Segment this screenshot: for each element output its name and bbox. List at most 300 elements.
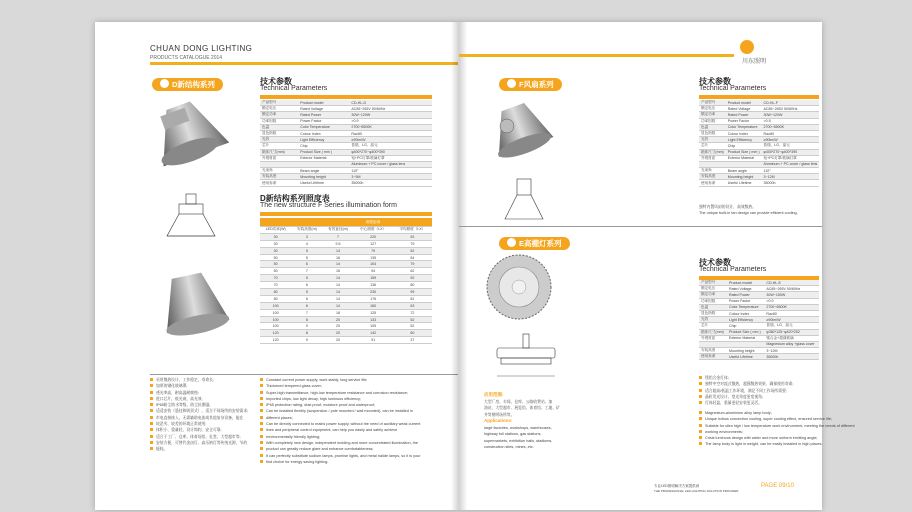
table-cell: Colour Index bbox=[726, 130, 762, 136]
tech-params-heading-e: 技术参数 bbox=[699, 258, 731, 267]
table-cell: 30W~150W bbox=[764, 292, 819, 298]
table-cell: Exterior Material bbox=[298, 155, 349, 161]
tech-params-heading: 技术参数 bbox=[260, 77, 292, 86]
table-cell: 功率因数 bbox=[699, 118, 726, 124]
table-cell: 20 bbox=[322, 323, 353, 330]
list-item-text: Constant current power supply, work stably, long service life; bbox=[266, 378, 368, 382]
list-item-text: 采用散热设计，工作稳定，寿命长; bbox=[156, 378, 215, 382]
list-item-text: Magnesium-aluminium alloy lamp body; bbox=[705, 411, 772, 415]
table-cell: 2700~6500K bbox=[762, 124, 820, 130]
bullet-icon bbox=[699, 424, 702, 427]
list-item bbox=[699, 388, 793, 394]
bullet-icon bbox=[260, 409, 263, 412]
fan-lamp-drawing bbox=[499, 177, 549, 227]
section-label: E高棚灯系列 bbox=[519, 239, 562, 248]
table-cell: Rated Voltage bbox=[298, 106, 349, 112]
table-cell: 4 bbox=[291, 240, 322, 247]
table-row bbox=[260, 268, 432, 275]
logo-text: 川东照明 bbox=[742, 59, 767, 65]
table-cell: Power Factor bbox=[726, 118, 762, 124]
divider bbox=[459, 226, 822, 227]
list-item-text: 安装方便，可替代金卤灯、高压钠灯等传统光源，节约 bbox=[156, 440, 248, 445]
features-cn-list bbox=[150, 377, 248, 453]
table-row bbox=[260, 282, 432, 289]
table-cell: Colour Index bbox=[727, 310, 764, 316]
table-cell: φ400*270~φ400*390 bbox=[762, 149, 820, 155]
bullet-icon bbox=[150, 391, 153, 394]
table-row bbox=[260, 261, 432, 268]
header-cell: LED功率(W) bbox=[260, 227, 291, 234]
table-cell: 使用寿命 bbox=[699, 180, 726, 186]
table-cell: Chip bbox=[727, 323, 764, 329]
table-row bbox=[699, 180, 819, 186]
list-item-text: 能耗。 bbox=[156, 447, 168, 452]
table-cell: 2700~6500K bbox=[349, 124, 432, 130]
header-cell: 平均照度（LX） bbox=[393, 227, 432, 234]
list-item-text: highway toll stations, gas stations, bbox=[484, 432, 542, 437]
table-cell: 芯片 bbox=[260, 143, 298, 149]
applications-cn bbox=[484, 399, 560, 418]
table-cell: ≥90lm/W bbox=[762, 137, 820, 143]
table-cell: 额定功率 bbox=[260, 112, 298, 118]
table-cell: 箱体尺寸(mm) bbox=[701, 149, 724, 154]
table-row bbox=[260, 323, 432, 330]
table-cell: 127 bbox=[354, 240, 393, 247]
high-bay-lamp-image bbox=[145, 97, 225, 177]
table-cell: 6 bbox=[291, 295, 322, 302]
list-item-text: Can be installed flexibly (suspension / pole mounted / wall mounted), can be installed in bbox=[266, 409, 413, 414]
ufo-lamp-image bbox=[484, 252, 554, 322]
illumination-subheading: The new structure F Series illumination form bbox=[260, 202, 397, 209]
list-item-text: Super-high transmittance, high-low temperature resistance and corrosion resistance; bbox=[266, 390, 409, 395]
list-item-text: Can be directly connected to mains power supply, without the need of auxiliary weak current bbox=[266, 422, 421, 427]
table-row bbox=[260, 254, 432, 261]
list-item-text: working environments; bbox=[705, 429, 743, 434]
table-cell: 5 bbox=[291, 275, 322, 282]
bullet-icon bbox=[699, 411, 702, 414]
table-row bbox=[260, 330, 432, 337]
bullet-icon bbox=[260, 447, 263, 450]
table-cell: 230 bbox=[354, 289, 393, 296]
table-cell: 79 bbox=[393, 240, 432, 247]
table-cell: Beam angle bbox=[298, 168, 349, 174]
list-item-text: 加厚的钢化玻璃罩; bbox=[156, 384, 188, 389]
table-cell: 显色指数 bbox=[260, 130, 298, 136]
table-cell: Rated Power bbox=[726, 112, 762, 118]
list-item-text: 体积小、重量轻，设计简约、安全可靠; bbox=[156, 428, 222, 433]
table-cell: 30 bbox=[260, 233, 291, 240]
list-item-text: 市电直接接入，无需辅助电流或其他复杂设备，能在 bbox=[156, 415, 244, 420]
table-cell: 3~5M bbox=[349, 174, 432, 180]
table-cell: 铝+PC灯罩/玻璃灯罩 bbox=[762, 155, 820, 161]
list-item-text: 井等照明场所等。 bbox=[484, 412, 515, 417]
table-cell: 14 bbox=[322, 289, 353, 296]
table-cell: φ360*125~φ420*252 bbox=[764, 329, 819, 335]
table-row bbox=[260, 302, 432, 309]
table-cell: 光束角 bbox=[260, 168, 298, 174]
table-cell: 14 bbox=[322, 275, 353, 282]
list-item bbox=[260, 408, 420, 414]
table-cell: 220 bbox=[354, 233, 393, 240]
list-item bbox=[260, 459, 420, 465]
table-cell: 安装高度 bbox=[260, 174, 298, 180]
list-item-text: IP65 protection rating, dust proof, moisture proof and waterproof; bbox=[266, 403, 375, 408]
table-cell: 80 bbox=[260, 295, 291, 302]
table-cell: 镁合金+超薄玻璃 bbox=[764, 335, 819, 341]
section-label: D新结构系列 bbox=[172, 80, 215, 89]
bullet-icon bbox=[260, 403, 263, 406]
table-cell: 5 bbox=[291, 247, 322, 254]
bullet-icon bbox=[150, 397, 153, 400]
list-item-text: construction sites, mines, etc. bbox=[484, 444, 534, 449]
table-cell: 6 bbox=[291, 302, 322, 309]
table-cell: 安装高度 bbox=[699, 348, 727, 354]
table-cell: ≥90lm/W bbox=[349, 137, 432, 143]
table-cell: 铝+PC灯罩/玻璃灯罩 bbox=[349, 155, 432, 161]
table-cell: 52 bbox=[393, 247, 432, 254]
table-cell: 120 bbox=[260, 337, 291, 344]
fan-note-en: The unique built-in fan design can provide efficient cooling. bbox=[699, 211, 798, 215]
list-item-text: lines and peripheral control equipment, can help you easily and safely achieve bbox=[266, 428, 398, 433]
ufo-lamp-drawing bbox=[487, 332, 567, 392]
list-item-text: first choice for energy saving lighting. bbox=[266, 459, 329, 464]
tech-params-heading-f: 技术参数 bbox=[699, 77, 731, 86]
list-item-text: 适合于工厂、仓库、体育场馆、礼堂、大型超市等; bbox=[156, 434, 241, 439]
table-cell: Product Size ( mm ) bbox=[298, 149, 349, 155]
table-row bbox=[260, 337, 432, 344]
bullet-icon bbox=[150, 435, 153, 438]
table-cell: Light Efficiency bbox=[726, 137, 762, 143]
table-cell: Useful Lifetime bbox=[298, 180, 349, 186]
bullet-icon bbox=[699, 389, 702, 392]
table-cell: 18 bbox=[322, 309, 353, 316]
table-cell: 额定电压 bbox=[699, 106, 726, 112]
table-cell: 133 bbox=[354, 316, 393, 323]
table-cell: Chip bbox=[298, 143, 349, 149]
table-cell: 81 bbox=[393, 295, 432, 302]
table-cell: 110° bbox=[349, 168, 432, 174]
e-features-en-list bbox=[699, 410, 855, 448]
bullet-icon bbox=[150, 409, 153, 412]
list-item bbox=[260, 453, 420, 459]
list-item-text: 大型厂房、车间、仓库、公路收费站、加 bbox=[484, 400, 553, 404]
table-cell: Mounting height bbox=[726, 174, 762, 180]
list-item-text: With completely new design, independent molding and more concentrated illumination, the bbox=[266, 440, 418, 445]
list-item-text: It can perfectly substitute sodium lamps, promise lights, and metal halide lamps, so it is your bbox=[266, 453, 421, 458]
table-cell: 50 bbox=[260, 268, 291, 275]
bullet-icon bbox=[507, 79, 516, 88]
table-cell: 79 bbox=[393, 261, 432, 268]
table-cell: 9 bbox=[291, 323, 322, 330]
right-page bbox=[459, 22, 855, 510]
bullet-icon bbox=[150, 422, 153, 425]
table-cell: >0.9 bbox=[349, 118, 432, 124]
table-cell: 外观材质 bbox=[699, 335, 727, 341]
table-cell: 3 bbox=[291, 233, 322, 240]
spec-table-d bbox=[260, 100, 432, 187]
divider bbox=[150, 374, 458, 375]
table-cell: 普瑞、LG、晶元 bbox=[349, 143, 432, 149]
table-cell: AC85~265V 50/60Hz bbox=[762, 106, 820, 112]
bullet-icon bbox=[699, 436, 702, 439]
table-row bbox=[260, 233, 432, 240]
list-item-text: 油站、大型超市、展览馆、体育馆、工地、矿 bbox=[484, 406, 560, 411]
table-cell: 光束角 bbox=[699, 168, 726, 174]
table-cell: Useful Lifetime bbox=[726, 180, 762, 186]
table-cell: 显色指数 bbox=[699, 310, 727, 316]
header-cell bbox=[291, 218, 322, 227]
illum-top-bar bbox=[260, 212, 432, 216]
header-cell: 中心照度（LX） bbox=[354, 227, 393, 234]
table-cell: Power Factor bbox=[298, 118, 349, 124]
table-cell: 104 bbox=[354, 261, 393, 268]
features-en-list bbox=[260, 377, 420, 465]
list-item-text: Crisis luminous design with wider and more uniform emitting angle; bbox=[705, 436, 818, 441]
table-cell: 14 bbox=[322, 261, 353, 268]
table-cell: 额定功率 bbox=[699, 292, 727, 298]
table-cell: Exterior Material bbox=[726, 155, 762, 161]
bullet-icon bbox=[260, 384, 263, 387]
table-cell: 额定电压 bbox=[260, 106, 298, 112]
table-cell: 3~12M bbox=[762, 174, 820, 180]
table-cell: 普瑞、LG、晶元 bbox=[762, 143, 820, 149]
list-item bbox=[699, 416, 855, 422]
table-cell: 54 bbox=[393, 254, 432, 261]
header-rule bbox=[459, 54, 734, 57]
table-cell: 光效 bbox=[699, 137, 726, 143]
table-cell: Product model bbox=[727, 280, 764, 286]
table-cell: 8 bbox=[291, 316, 322, 323]
table-cell: 显色指数 bbox=[699, 130, 726, 136]
illumination-table bbox=[260, 218, 432, 344]
table-cell: Rated Power bbox=[727, 292, 764, 298]
section-tag-d bbox=[152, 78, 223, 91]
table-cell: Power Factor bbox=[727, 298, 764, 304]
table-cell: 普瑞、LG、晶元 bbox=[764, 323, 819, 329]
applications-cn-title: 应用范围: bbox=[484, 392, 504, 397]
table-cell: CD-HL-E bbox=[764, 280, 819, 286]
bullet-icon bbox=[260, 378, 263, 381]
spec-table-f bbox=[699, 100, 819, 187]
table-cell: Rated Voltage bbox=[726, 106, 762, 112]
table-row bbox=[699, 354, 819, 360]
list-item bbox=[699, 441, 855, 447]
spec-table-e bbox=[699, 280, 819, 360]
table-cell: Magnesium alloy +glass cover bbox=[764, 341, 819, 347]
table-cell: 20 bbox=[322, 330, 353, 337]
tech-params-subheading-f: Technical Parameters bbox=[699, 85, 767, 92]
table-cell: 7 bbox=[291, 309, 322, 316]
table-cell: Light Efficiency bbox=[727, 317, 764, 323]
table-cell: 94 bbox=[354, 268, 393, 275]
table-cell: 14 bbox=[322, 295, 353, 302]
header-cell: 有效直径(m) bbox=[322, 227, 353, 234]
table-cell: 52 bbox=[393, 316, 432, 323]
table-row bbox=[260, 180, 432, 186]
table-cell: 135 bbox=[354, 254, 393, 261]
table-cell: 14 bbox=[322, 282, 353, 289]
table-cell: 产品型号 bbox=[260, 100, 298, 106]
table-cell: 30W~120W bbox=[762, 112, 820, 118]
table-cell: 62 bbox=[393, 268, 432, 275]
list-item-text: 透光率高，耐高温耐腐蚀; bbox=[156, 390, 199, 395]
table-cell: 30 bbox=[260, 247, 291, 254]
table-cell: ≥90lm/W bbox=[764, 317, 819, 323]
bullet-icon bbox=[150, 447, 153, 450]
tech-params-subheading-e: Technical Parameters bbox=[699, 266, 767, 273]
table-cell: Aluminum + PC cover / glass lens bbox=[349, 161, 432, 167]
table-cell: 色温 bbox=[699, 124, 726, 130]
bullet-icon bbox=[699, 382, 702, 385]
table-cell: 92 bbox=[393, 275, 432, 282]
list-item-text: The lamp body is light in weight, can be easily installed in high places. bbox=[705, 442, 823, 447]
table-cell: 120 bbox=[260, 330, 291, 337]
section-tag-e bbox=[499, 237, 570, 250]
table-header-row bbox=[260, 218, 432, 227]
table-top-bar-f bbox=[699, 95, 819, 99]
bullet-icon bbox=[699, 442, 702, 445]
table-row bbox=[260, 275, 432, 282]
table-cell: Color Temperature bbox=[726, 124, 762, 130]
list-item bbox=[260, 390, 420, 396]
table-cell: 7 bbox=[291, 268, 322, 275]
table-cell: CD-HL-D bbox=[349, 100, 432, 106]
bullet-icon bbox=[260, 460, 263, 463]
table-cell: >0.9 bbox=[764, 298, 819, 304]
table-cell: 3~12M bbox=[764, 348, 819, 354]
table-cell: 产品型号 bbox=[699, 100, 726, 106]
bullet-icon bbox=[260, 435, 263, 438]
table-cell: 110° bbox=[762, 168, 820, 174]
bullet-icon bbox=[507, 238, 516, 247]
list-item bbox=[699, 423, 855, 429]
table-cell: Color Temperature bbox=[298, 124, 349, 130]
section-label: F风扇系列 bbox=[519, 80, 554, 89]
table-cell: 外观材质 bbox=[260, 155, 298, 161]
table-cell: 50 bbox=[260, 254, 291, 261]
bullet-icon bbox=[150, 378, 153, 381]
table-cell: 额定电压 bbox=[699, 286, 727, 292]
table-row bbox=[260, 316, 432, 323]
table-cell: 2700~6500K bbox=[764, 304, 819, 310]
bullet-icon bbox=[150, 428, 153, 431]
table-cell: 芯片 bbox=[699, 323, 727, 329]
table-cell: 产品型号 bbox=[699, 280, 727, 286]
table-cell: Ra≥80 bbox=[762, 130, 820, 136]
table-cell: Color Temperature bbox=[727, 304, 764, 310]
table-cell: 100 bbox=[260, 323, 291, 330]
table-cell: 使用寿命 bbox=[699, 354, 727, 360]
lamp-side-image bbox=[155, 267, 230, 342]
bullet-icon bbox=[260, 416, 263, 419]
table-cell: Light Efficiency bbox=[298, 137, 349, 143]
table-cell: Ra≥80 bbox=[764, 310, 819, 316]
table-cell: 功率因数 bbox=[699, 298, 727, 304]
table-cell: 50 bbox=[260, 261, 291, 268]
table-header-row bbox=[260, 227, 432, 234]
table-cell: 70 bbox=[260, 275, 291, 282]
bullet-icon bbox=[699, 401, 702, 404]
bullet-icon bbox=[699, 430, 702, 433]
header-cell: 安装高度(m) bbox=[291, 227, 322, 234]
table-cell: 92 bbox=[393, 233, 432, 240]
bullet-icon bbox=[160, 79, 169, 88]
bullet-icon bbox=[150, 416, 153, 419]
list-item bbox=[260, 427, 420, 433]
catalogue-spread bbox=[95, 22, 855, 510]
table-cell: φ400*270~φ400*390 bbox=[349, 149, 432, 155]
table-row bbox=[260, 289, 432, 296]
table-cell: 6 bbox=[291, 282, 322, 289]
table-cell: Product Size ( mm ) bbox=[727, 329, 764, 335]
table-cell: 8 bbox=[291, 330, 322, 337]
table-cell: Product Size ( mm ) bbox=[727, 150, 760, 155]
table-cell: 箱体尺寸(mm) bbox=[260, 149, 298, 155]
list-item-text: supermarkets, exhibition halls, stadiums, bbox=[484, 438, 553, 443]
footer-cn: 专业LED照明解决方案提供商 bbox=[654, 484, 700, 488]
table-cell: 100 bbox=[260, 302, 291, 309]
brand-subtitle: PRODUCTS CATALOGUE 2014 bbox=[150, 55, 223, 61]
list-item-text: Imported chips, low light decay, high luminous efficiency; bbox=[266, 396, 362, 401]
bullet-icon bbox=[260, 454, 263, 457]
header-cell bbox=[260, 218, 291, 227]
applications-en bbox=[484, 425, 552, 450]
table-cell: Chip bbox=[726, 143, 762, 149]
table-cell: Product model bbox=[298, 100, 349, 106]
illumination-heading: D新结构系列照度表 bbox=[260, 194, 330, 203]
table-cell: CD-HL-F bbox=[762, 100, 820, 106]
header-cell bbox=[322, 218, 353, 227]
table-cell: 79 bbox=[354, 247, 393, 254]
bullet-icon bbox=[699, 395, 702, 398]
list-item-text: 进口芯片，低光衰，高光效; bbox=[156, 396, 203, 401]
table-cell: AC85~265V 50/60Hz bbox=[764, 286, 819, 292]
bullet-icon bbox=[150, 403, 153, 406]
list-item-text: environmentally friendly lighting; bbox=[266, 434, 321, 439]
header-cell: 照度距离 bbox=[354, 218, 393, 227]
table-cell: 6 bbox=[291, 261, 322, 268]
bullet-icon bbox=[150, 441, 153, 444]
list-item-text: 灯体轻盈，重量更轻安装更灵活。 bbox=[705, 401, 762, 406]
table-cell: Rated Power bbox=[298, 112, 349, 118]
list-item-text: 适合超高/低温工作环境，满足不同工作场所需要; bbox=[705, 388, 787, 393]
applications-en-title: Applications: bbox=[484, 418, 513, 423]
list-item-text: 镁铝合金灯体; bbox=[705, 376, 729, 380]
list-item-text: 独特中空对流式散热，超强散热效果，确保使用寿命; bbox=[705, 382, 794, 387]
table-cell: 30W~120W bbox=[349, 112, 432, 118]
section-tag-f bbox=[499, 78, 562, 91]
table-row bbox=[260, 295, 432, 302]
footer-en: THE PROFESSIONAL LED LIGHTING SOLUTION PROVIDER bbox=[654, 489, 739, 493]
table-cell: 14 bbox=[322, 302, 353, 309]
list-item bbox=[484, 412, 560, 418]
table-cell: 5 bbox=[291, 254, 322, 261]
table-cell: 142 bbox=[354, 330, 393, 337]
list-item bbox=[699, 400, 793, 406]
page-number: PAGE 09/10 bbox=[761, 483, 794, 489]
table-cell: Mounting height bbox=[298, 174, 349, 180]
table-cell: 16 bbox=[322, 254, 353, 261]
list-item bbox=[484, 444, 552, 450]
table-cell: 100 bbox=[260, 309, 291, 316]
table-cell: >0.9 bbox=[762, 118, 820, 124]
table-cell: 176 bbox=[354, 295, 393, 302]
table-cell: 9.5 bbox=[322, 240, 353, 247]
bullet-icon bbox=[150, 384, 153, 387]
table-cell: Exterior Material bbox=[727, 335, 764, 341]
table-cell: 16 bbox=[322, 268, 353, 275]
table-cell: 30 bbox=[260, 240, 291, 247]
